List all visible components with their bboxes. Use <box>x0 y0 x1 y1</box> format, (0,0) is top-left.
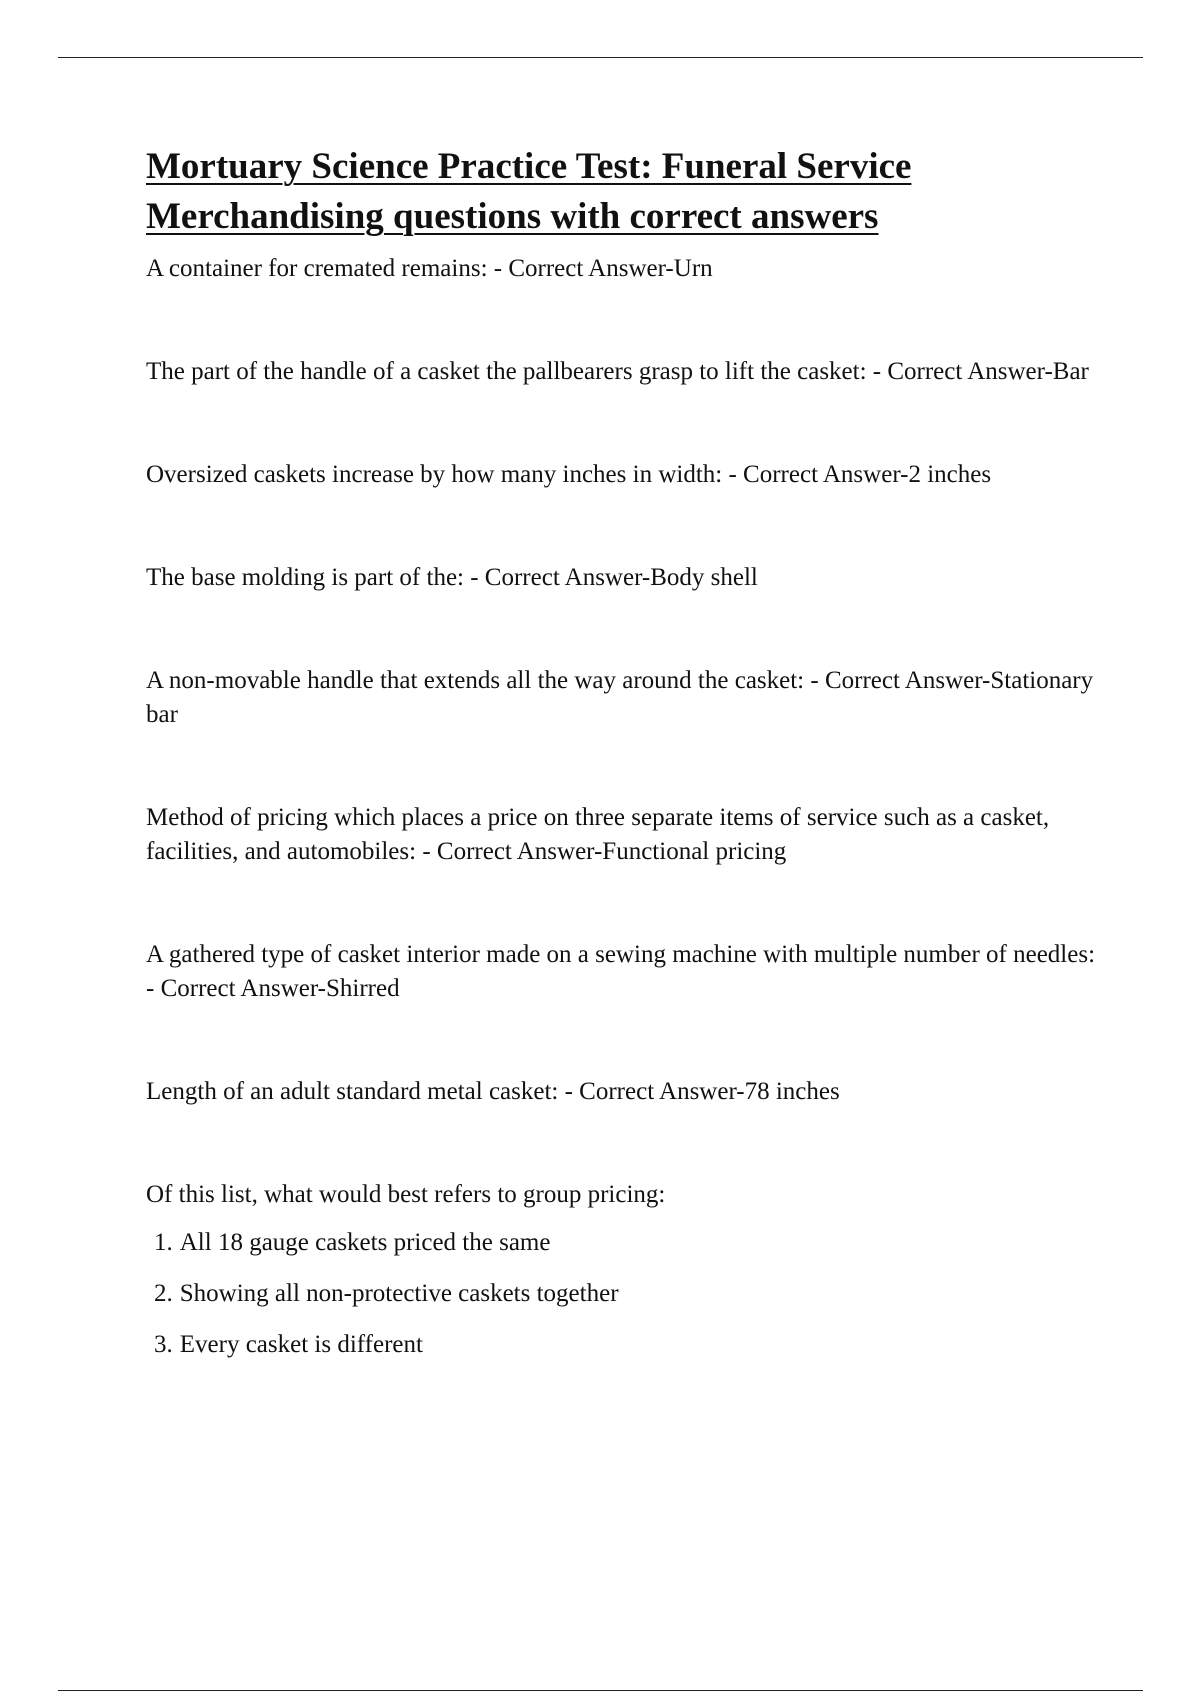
question-7: A gathered type of casket interior made on a sewing machine with multiple number of needles: - Correct Answer-Shirred <box>146 941 1096 1002</box>
question-5: A non-movable handle that extends all the way around the casket: - Correct Answer-Stationary bar <box>146 667 1094 728</box>
question-2: The part of the handle of a casket the pallbearers grasp to lift the casket: - Correct Answer-Bar <box>146 358 1089 385</box>
top-rule <box>58 57 1143 58</box>
option-text: Every casket is different <box>179 1331 423 1358</box>
answer-option <box>154 1226 1096 1260</box>
option-number: 2. <box>154 1280 173 1307</box>
question-1: A container for cremated remains: - Correct Answer-Urn <box>146 255 713 282</box>
question-3: Oversized caskets increase by how many inches in width: - Correct Answer-2 inches <box>146 461 992 488</box>
question-4: The base molding is part of the: - Correct Answer-Body shell <box>146 564 758 591</box>
answer-option <box>154 1328 1096 1362</box>
question-8: Length of an adult standard metal casket: - Correct Answer-78 inches <box>146 1078 840 1105</box>
option-number: 3. <box>154 1331 173 1358</box>
document-title: Mortuary Science Practice Test: Funeral Service Merchandising questions with correct answers <box>146 146 912 237</box>
option-number: 1. <box>154 1229 173 1256</box>
question-9: Of this list, what would best refers to group pricing: <box>146 1181 666 1208</box>
question-6: Method of pricing which places a price on three separate items of service such as a casket, facilities, and automobiles: - Correct Answer-Functional pricing <box>146 804 1050 865</box>
answer-options-list <box>154 1226 1096 1362</box>
document-body <box>146 142 1096 1379</box>
answer-option <box>154 1277 1096 1311</box>
option-text: All 18 gauge caskets priced the same <box>179 1229 551 1256</box>
option-text: Showing all non-protective caskets together <box>179 1280 619 1307</box>
bottom-rule <box>58 1690 1143 1691</box>
